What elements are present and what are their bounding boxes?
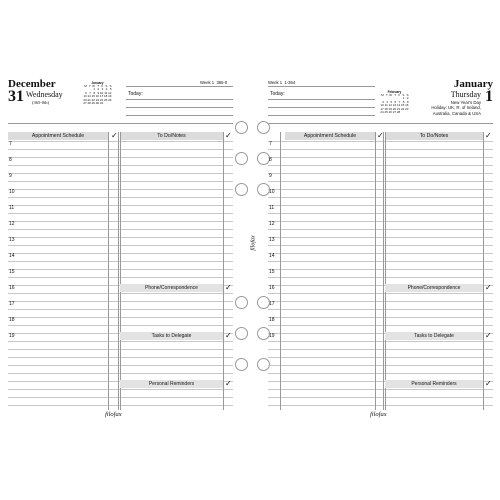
mini-calendar-cell: 27 (83, 101, 87, 106)
header-rule (8, 123, 233, 124)
mini-calendar-cell: 15 (401, 103, 405, 108)
mini-calendar-cell: 4 (105, 87, 108, 92)
mini-calendar-cell: 31 (99, 101, 104, 106)
mini-calendar-cell: 16 (405, 103, 409, 108)
hour-label: 13 (269, 237, 275, 243)
mini-calendar-cell: 11 (104, 90, 108, 95)
tasks-to-delegate-header: Tasks to Delegate (120, 332, 223, 340)
week-label: Week 1 1-364 (268, 80, 296, 85)
day-number: 31 (8, 88, 24, 105)
mini-calendar-cell: 20 (83, 97, 87, 102)
mini-calendar-cell: 24 (99, 97, 104, 102)
ring-hole (235, 121, 248, 134)
left-page (8, 78, 233, 418)
mini-calendar-cell: 16 (95, 94, 100, 99)
column-divider (120, 132, 121, 410)
check-icon: ✓ (485, 379, 492, 388)
mini-calendar-cell: 15 (91, 94, 95, 99)
ruled-line (268, 293, 493, 294)
column-divider (223, 132, 224, 410)
column-divider (483, 132, 484, 410)
mini-calendar-cell: T (394, 93, 397, 97)
hour-label: 12 (269, 221, 275, 227)
mini-calendar-cell: 26 (388, 110, 392, 115)
check-icon: ✓ (225, 131, 232, 140)
ruled-line (268, 269, 493, 270)
mini-calendar-cell: 13 (392, 103, 397, 108)
hour-label: 19 (269, 333, 275, 339)
filofax-logo: filofax (370, 411, 387, 418)
mini-calendar-cell: 4 (386, 99, 388, 104)
mini-calendar-cell: S (109, 84, 112, 88)
hour-label: 9 (269, 173, 272, 179)
check-icon: ✓ (225, 283, 232, 292)
ruled-line (268, 325, 493, 326)
ring-hole (235, 358, 248, 371)
hour-label: 18 (269, 317, 275, 323)
ruled-line (268, 173, 493, 174)
mini-calendar-cell: 14 (396, 103, 401, 108)
hour-label: 7 (269, 141, 272, 147)
ring-hole (235, 152, 248, 165)
mini-calendar-cell: 19 (388, 106, 392, 111)
ruled-line (268, 261, 493, 262)
ruled-line (268, 189, 493, 190)
mini-calendar-cell: 2 (406, 96, 409, 101)
ruled-line (268, 229, 493, 230)
mini-calendar (83, 81, 112, 105)
hour-label: 15 (269, 269, 275, 275)
ruled-line (268, 237, 493, 238)
mini-calendar-cell: S (406, 93, 409, 97)
mini-calendar-cell: T (89, 84, 91, 88)
ruled-line (268, 301, 493, 302)
header-rule (268, 123, 493, 124)
header-rule (126, 99, 233, 100)
hour-label: 14 (269, 253, 275, 259)
mini-calendar-cell: 17 (99, 94, 104, 99)
hour-label: 16 (9, 285, 15, 291)
mini-calendar-cell: 8 (93, 90, 95, 95)
mini-calendar-cell (108, 102, 112, 105)
hour-label: 7 (9, 141, 12, 147)
hour-label: 8 (269, 157, 272, 163)
check-icon: ✓ (485, 331, 492, 340)
hour-label: 11 (9, 205, 15, 211)
mini-calendar-cell: 10 (380, 103, 384, 108)
day-name: Thursday (450, 90, 481, 99)
ruled-line (268, 205, 493, 206)
hour-label: 15 (9, 269, 15, 275)
personal-reminders-header: Personal Reminders (385, 380, 483, 388)
mini-calendar-cell (405, 111, 409, 114)
hour-label: 11 (269, 205, 275, 211)
tasks-to-delegate-header: Tasks to Delegate (385, 332, 483, 340)
mini-calendar-cell: 12 (108, 90, 112, 95)
mini-calendar-cell: 28 (396, 110, 401, 115)
ruled-line (268, 181, 493, 182)
ruled-line (268, 245, 493, 246)
column-divider (383, 132, 384, 410)
hour-label: 17 (9, 301, 15, 307)
mini-calendar-cell: 3 (382, 99, 384, 104)
column-divider (385, 132, 386, 410)
mini-calendar-cell: 21 (87, 97, 91, 102)
right-page (268, 78, 493, 418)
ring-hole (235, 183, 248, 196)
ruled-line (268, 197, 493, 198)
mini-calendar-cell: 10 (99, 90, 104, 95)
hour-label: 12 (9, 221, 15, 227)
column-divider (118, 132, 119, 410)
hour-label: 16 (269, 285, 275, 291)
ruled-line (268, 373, 493, 374)
mini-calendar-cell: 9 (97, 90, 100, 95)
ruled-line (268, 357, 493, 358)
mini-calendar-cell: 24 (380, 110, 384, 115)
ruled-line (268, 397, 493, 398)
check-icon: ✓ (485, 131, 492, 140)
ruled-line (268, 213, 493, 214)
mini-calendar-cell: 22 (91, 97, 95, 102)
header-rule (126, 115, 233, 116)
mini-calendar-cell: 18 (104, 94, 108, 99)
mini-calendar-cell: 8 (402, 99, 405, 104)
mini-calendar-cell: 25 (384, 110, 388, 115)
mini-calendar (380, 90, 409, 114)
appointment-schedule-header: Appointment Schedule (285, 132, 375, 140)
mini-calendar-title: February (387, 90, 402, 94)
header-rule (126, 107, 233, 108)
hour-label: 19 (9, 333, 15, 339)
mini-calendar-cell: 28 (87, 101, 91, 106)
mini-calendar-cell: 5 (109, 87, 112, 92)
mini-calendar-cell: M (381, 93, 384, 97)
holiday-note: New Year's Day Holiday: UK, R. of Ireland, Australia, Canada & USA (431, 100, 481, 116)
today-label: Today: (270, 91, 285, 97)
ruled-line (268, 277, 493, 278)
mini-calendar-cell: 23 (95, 97, 100, 102)
mini-calendar-cell: F (101, 84, 104, 88)
mini-calendar-cell: 7 (89, 90, 91, 95)
personal-reminders-header: Personal Reminders (120, 380, 223, 388)
check-icon: ✓ (485, 283, 492, 292)
hour-label: 18 (9, 317, 15, 323)
mini-calendar-cell: 26 (108, 97, 112, 102)
ruled-line (268, 389, 493, 390)
header-rule (268, 115, 375, 116)
check-icon: ✓ (377, 131, 384, 140)
hour-label: 17 (269, 301, 275, 307)
appointment-schedule-header: Appointment Schedule (8, 132, 108, 140)
hour-label: 13 (9, 237, 15, 243)
check-icon: ✓ (111, 131, 118, 140)
mini-calendar-cell: 5 (390, 99, 392, 104)
ruled-line (268, 141, 493, 142)
phone-correspondence-header: Phone/Correspondence (120, 284, 223, 292)
ruled-line (268, 349, 493, 350)
hour-label: 8 (9, 157, 12, 163)
today-label: Today: (128, 91, 143, 97)
mini-calendar-cell: M (84, 84, 87, 88)
filofax-logo: filofax (105, 411, 122, 418)
column-divider (280, 132, 281, 410)
ring-hole (235, 327, 248, 340)
mini-calendar-cell: 20 (392, 106, 397, 111)
ruled-line (268, 365, 493, 366)
header-rule (268, 99, 375, 100)
day-count: (365-0th) (32, 100, 49, 105)
ruled-line (268, 309, 493, 310)
mini-calendar-cell: 30 (95, 101, 100, 106)
mini-calendar-cell: 23 (405, 106, 409, 111)
mini-calendar-cell: S (105, 84, 108, 88)
mini-calendar-cell: 6 (85, 90, 87, 95)
mini-calendar-cell: 7 (398, 99, 401, 104)
mini-calendar-cell: F (398, 93, 401, 97)
mini-calendar-cell: 18 (384, 106, 388, 111)
check-icon: ✓ (225, 379, 232, 388)
month-title: December (8, 78, 56, 90)
ruled-line (268, 157, 493, 158)
mini-calendar-cell: 1 (93, 87, 95, 92)
mini-calendar-cell: W (389, 93, 392, 97)
mini-calendar-cell: 9 (406, 99, 409, 104)
phone-correspondence-header: Phone/Correspondence (385, 284, 483, 292)
mini-calendar-cell: W (92, 84, 95, 88)
ruled-line (268, 221, 493, 222)
ruled-line (268, 149, 493, 150)
todo-notes-header: To Do/Notes (385, 132, 483, 140)
mini-calendar-cell: T (386, 93, 388, 97)
mini-calendar-cell: 29 (91, 101, 95, 106)
mini-calendar-cell: 3 (101, 87, 104, 92)
column-divider (108, 132, 109, 410)
check-icon: ✓ (225, 331, 232, 340)
mini-calendar-cell: 6 (394, 99, 397, 104)
column-divider (375, 132, 376, 410)
day-number: 1 (485, 88, 493, 105)
header-rule (268, 107, 375, 108)
ruled-line (268, 165, 493, 166)
mini-calendar-title: January (91, 81, 104, 85)
todo-notes-header: To Do/Notes (120, 132, 223, 140)
mini-calendar-cell: T (97, 84, 100, 88)
ruled-line (268, 253, 493, 254)
hour-label: 10 (269, 189, 275, 195)
ruled-line (268, 405, 493, 406)
header-rule (126, 86, 233, 87)
day-name: Wednesday (26, 90, 63, 99)
week-label: Week 1 365-0 (200, 80, 228, 85)
ruled-line (268, 341, 493, 342)
mini-calendar-cell: S (402, 93, 405, 97)
mini-calendar-cell: 14 (87, 94, 91, 99)
mini-calendar-cell: 19 (108, 94, 112, 99)
header-rule (268, 86, 375, 87)
month-title: January (453, 78, 493, 90)
mini-calendar-cell: 13 (83, 94, 87, 99)
hour-label: 14 (9, 253, 15, 259)
mini-calendar-cell: 11 (384, 103, 388, 108)
hour-label: 9 (9, 173, 12, 179)
mini-calendar-cell: 25 (104, 97, 108, 102)
mini-calendar-cell: 17 (380, 106, 384, 111)
hour-label: 10 (9, 189, 15, 195)
mini-calendar-cell: 12 (388, 103, 392, 108)
mini-calendar-cell: 22 (401, 106, 405, 111)
spine-logo: filofax (250, 235, 257, 251)
mini-calendar-cell: 27 (392, 110, 397, 115)
mini-calendar-cell: 21 (396, 106, 401, 111)
ring-hole (235, 296, 248, 309)
mini-calendar-cell: 1 (402, 96, 405, 101)
mini-calendar-cell: 2 (97, 87, 100, 92)
ruled-line (268, 317, 493, 318)
